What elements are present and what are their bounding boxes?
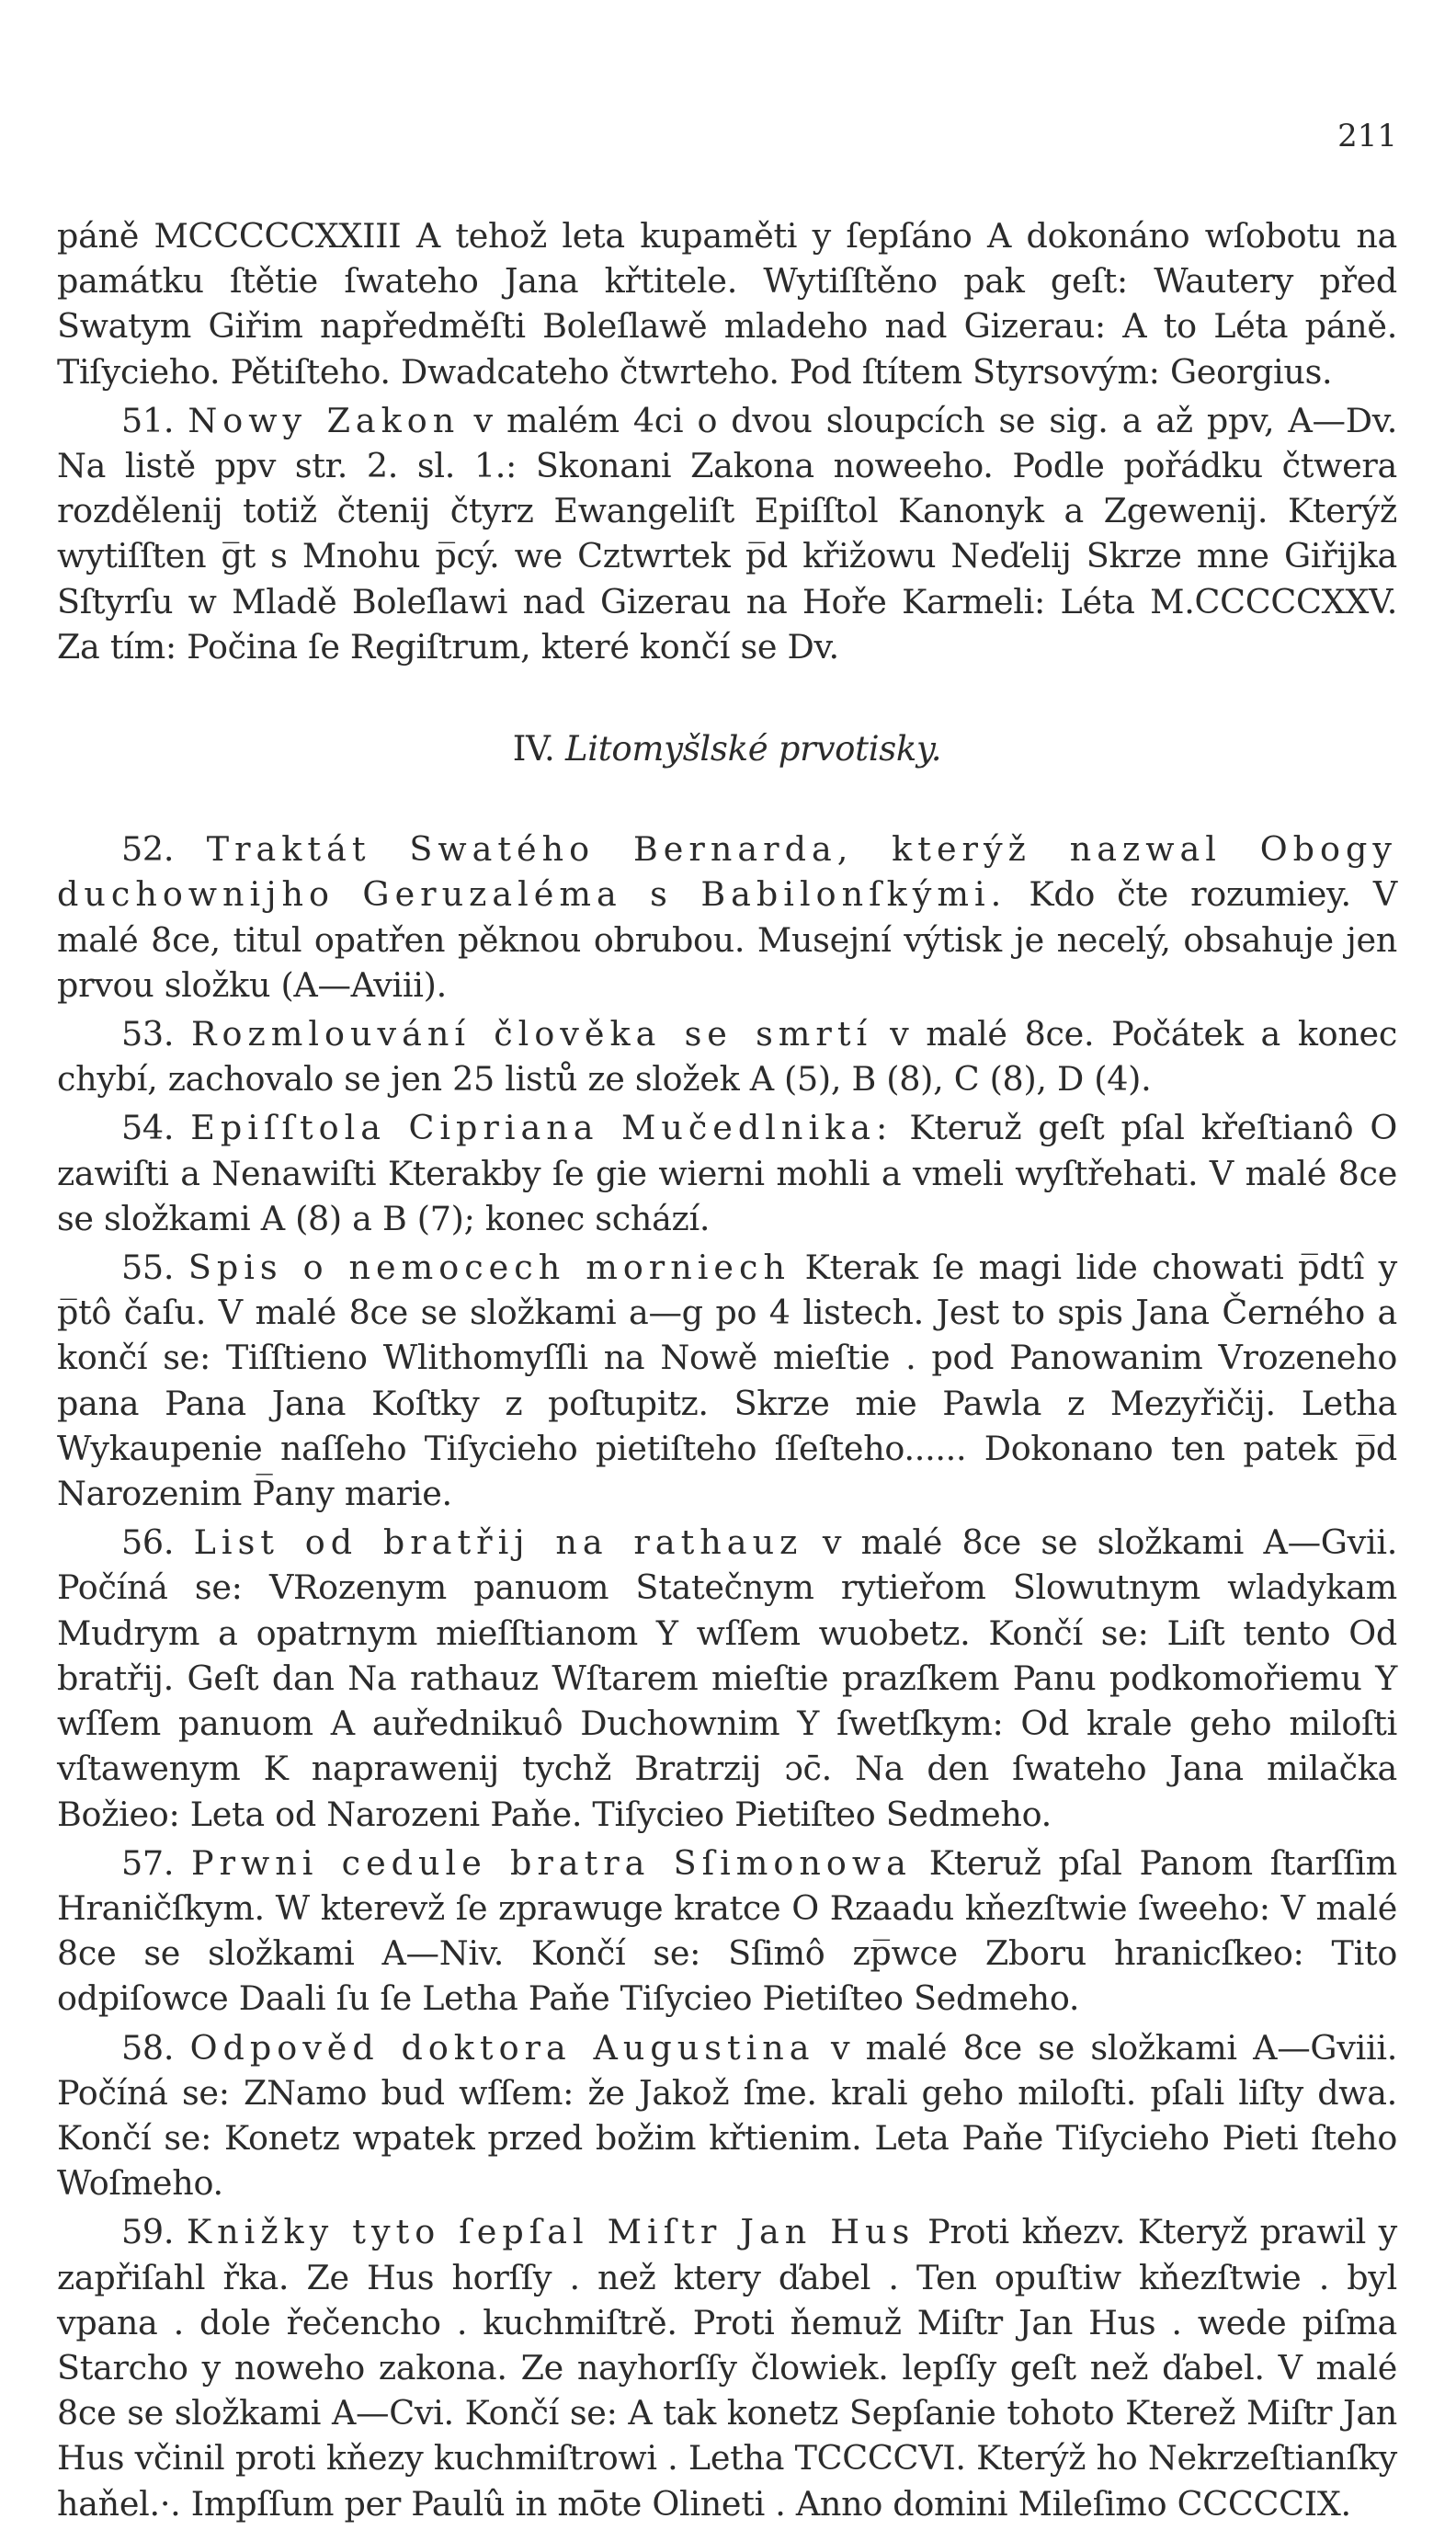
entry-title: Spis o nemocech morniech — [188, 1248, 791, 1288]
entry-number: 52. — [121, 829, 175, 870]
entry-number: 56. — [121, 1522, 175, 1563]
entry-text: v malé 8ce. Počátek a konec chybí, zachovalo se jen 25 listů ze složek A (5), B (8), C (8), D (4). — [57, 1014, 1397, 1100]
entry-title: Traktát Swatého Bernarda, kterýž nazwal Obogy duchownijho Geruzaléma s Babilonſkými. — [57, 829, 1397, 915]
entry-58 — [57, 2025, 1397, 2206]
entry-number: 51. — [121, 400, 175, 440]
page-body — [57, 213, 1397, 2530]
entry-text: Kterak ſe magi lide chowati p̅dtî y p̅tô čaſu. V malé 8ce se složkami a—g po 4 listech. Jest to spis Jana Černého a končí se: Tiſſtieno Wlithomyſſli na Nowě mieſtie . pod Panowanim Vrozeneho pana Pana Jana Koſtky z poſtupitz. Skrze mie Pawla z Mezyřičij. Letha Wykaupenie naſſeho Tiſycieho pietiſteho ſſeſteho...... Dokonano ten patek p̅d Narozenim P̅any marie. — [57, 1248, 1397, 1514]
entry-text: Kteruž pſal Panom ſtarſſim Hraničſkym. W kterevž ſe zprawuge kratce O Rzaadu kňezſtwie ſweeho: V malé 8ce se složkami A—Niv. Končí se: Sſimô zp̅wce Zboru hranicſkeo: Tito odpiſowce Daali ſu ſe Letha Paňe Tiſycieo Pietiſteo Sedmeho. — [57, 1842, 1397, 2019]
section-heading — [57, 726, 1397, 771]
entry-number: 55. — [121, 1248, 175, 1288]
entry-title: Epiſſtola Cipriana Mučedlnika: — [190, 1108, 893, 1148]
entry-text: Kdo čte rozumiey. V malé 8ce, titul opatřen pěknou obrubou. Musejní výtisk je necelý, obsahuje jen prvou složku (A—Aviii). — [57, 874, 1397, 1005]
entry-51 — [57, 398, 1397, 669]
entry-number: 53. — [121, 1014, 175, 1054]
entry-number: 59. — [121, 2212, 175, 2252]
entry-text: v malé 8ce se složkami A—Gvii. Počíná se: VRozenym panuom Statečnym rytieřom Slowutnym wladykam Mudrym a opatrnym mieſſtianom Y wſſem wuobetz. Končí se: Liſt tento Od bratřij. Geſt dan Na rathauz Wſtarem mieſtie prazſkem Panu podkomořiemu Y wſſem panuom A auřednikuô Duchownim Y ſwetſkym: Od krale geho miloſti vſtawenym K naprawenij tychž Bratrzij ɔc̄. Na den ſwateho Jana milačka Božieo: Leta od Narozeni Paňe. Tiſycieo Pietiſteo Sedmeho. — [57, 1522, 1397, 1834]
entry-54 — [57, 1105, 1397, 1241]
entry-number: 54. — [121, 1108, 175, 1148]
section-title: Litomyšlské prvotisky. — [564, 729, 942, 769]
entry-57 — [57, 1841, 1397, 2022]
entry-text: Kteruž geſt pſal křeſtianô O zawiſti a Nenawiſti Kterakby ſe gie wierni mohli a vmeli wyſtřehati. V malé 8ce se složkami A (8) a B (7); konec schází. — [57, 1108, 1397, 1238]
entry-59 — [57, 2209, 1397, 2525]
entry-title: Rozmlouvání člověka se smrtí — [191, 1014, 873, 1054]
entry-number: 57. — [121, 1842, 175, 1883]
entry-title: List od bratřij na rathauz — [193, 1522, 803, 1563]
entry-number: 58. — [121, 2027, 175, 2068]
entry-53 — [57, 1011, 1397, 1101]
page-number: 211 — [1337, 118, 1397, 154]
entry-text: Proti kňezv. Kteryž prawil y zapřiſahl řka. Ze Hus horſſy . než ktery ďabel . Ten opuſtiw kňezſtwie . byl vpana . dole řečencho . kuchmiſtrě. Proti ňemuž Miſtr Jan Hus . wede piſma Starcho y noweho zakona. Ze nayhorſſy člowiek. lepſſy geſt než ďabel. V malé 8ce se složkami A—Cvi. Končí se: A tak konetz Sepſanie tohoto Kterež Miſtr Jan Hus včinil proti kňezy kuchmiſtrowi . Letha TCCCCVI. Kterýž ho Nekrzeſtianſky haňel.·. Impſſum per Paulû in mōte Olineti . Anno domini Mileſimo CCCCCIX. — [57, 2212, 1397, 2524]
entry-title: Odpověd doktora Augustina — [189, 2027, 815, 2068]
section-number: IV. — [512, 729, 555, 769]
entry-55 — [57, 1245, 1397, 1516]
entry-52 — [57, 826, 1397, 1008]
continuation-paragraph: páně MCCCCCXXIII A tehož leta kupaměti y ſepſáno A dokonáno wſobotu na památku ſtětie ſwateho Jana křtitele. Wytiſſtěno pak geſt: Wautery před Swatym Giřim napředměſti Boleſlawě mladeho nad Gizerau: A to Léta páně. Tiſycieho. Pětiſteho. Dwadcateho čtwrteho. Pod ſtítem Styrsovým: Georgius. — [57, 216, 1397, 392]
entry-text: v malé 8ce se složkami A—Gviii. Počíná se: ZNamo bud wſſem: že Jakož ſme. krali geho miloſti. pſali liſty dwa. Končí se: Konetz wpatek przed božim křtienim. Leta Paňe Tiſycieho Pieti ſteho Woſmeho. — [57, 2027, 1398, 2204]
entry-text: v malém 4ci o dvou sloupcích se sig. a až ppv, A—Dv. Na listě ppv str. 2. sl. 1.: Skonani Zakona noweeho. Podle pořádku čtwera rozdělenij totiž čtenij čtyrz Ewangeliſt Epiſſtol Kanonyk a Zgewenij. Kterýž wytiſſten g̅t s Mnohu p̅cý. we Cztwrtek p̅d křižowu Neďelij Skrze mne Giřijka Sſtyrſu w Mladě Boleſlawi nad Gizerau na Hoře Karmeli: Léta M.CCCCCXXV. Za tím: Počina ſe Regiſtrum, které končí se Dv. — [57, 400, 1397, 667]
entry-title: Knižky tyto ſepſal Miſtr Jan Hus — [186, 2212, 916, 2252]
entry-title: Nowy Zakon — [188, 400, 461, 440]
entry-56 — [57, 1520, 1397, 1836]
entry-title: Prwni cedule bratra Sſimonowa — [191, 1842, 912, 1883]
